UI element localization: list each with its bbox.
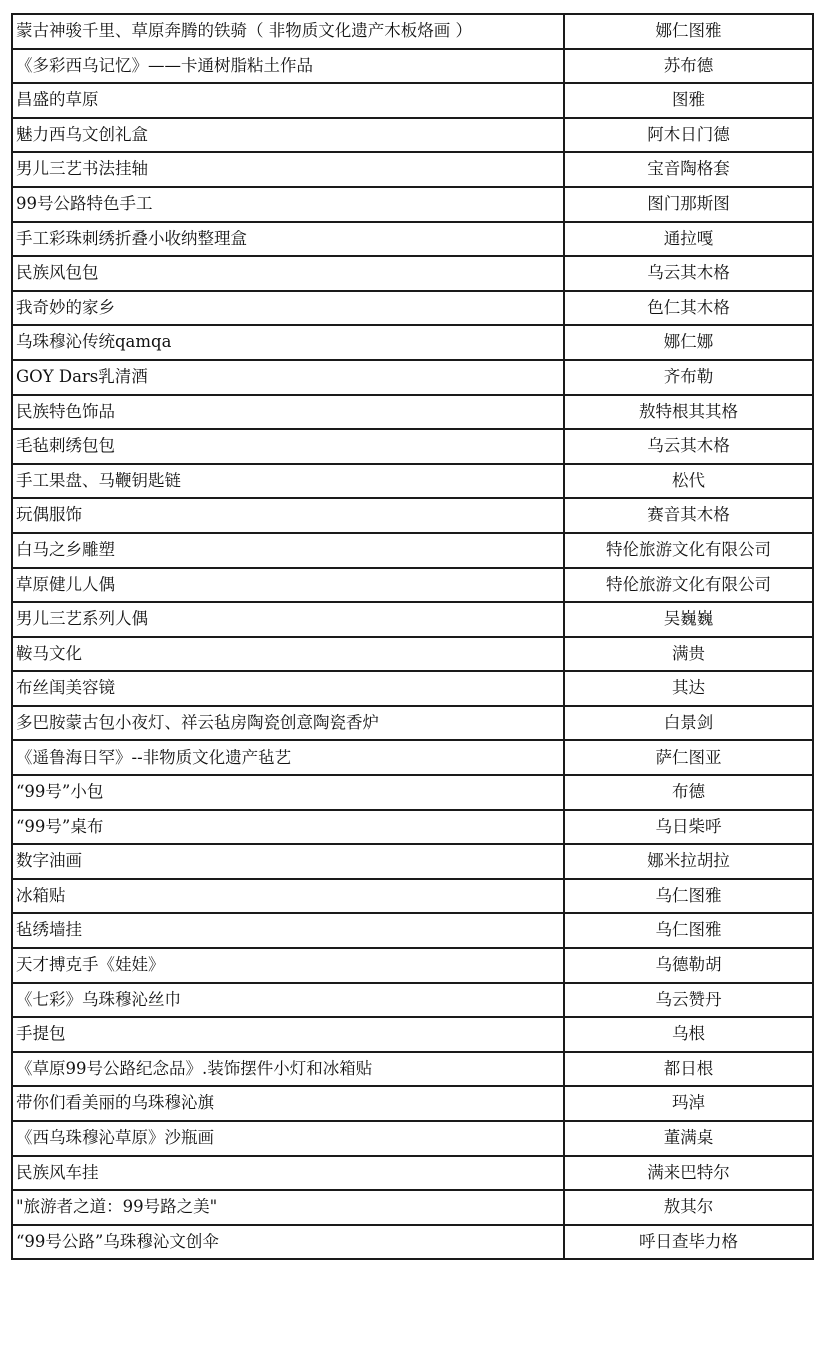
work-title-cell: 数字油画 bbox=[12, 844, 564, 879]
table-row bbox=[12, 222, 813, 257]
author-cell: 董满桌 bbox=[564, 1121, 813, 1156]
author-cell: 乌仁图雅 bbox=[564, 913, 813, 948]
author-cell: 图雅 bbox=[564, 83, 813, 118]
work-title-cell: “99号公路”乌珠穆沁文创伞 bbox=[12, 1225, 564, 1260]
author-cell: 满来巴特尔 bbox=[564, 1156, 813, 1191]
author-cell: 呼日查毕力格 bbox=[564, 1225, 813, 1260]
author-cell: 敖特根其其格 bbox=[564, 395, 813, 430]
table-row bbox=[12, 291, 813, 326]
work-title-cell: 《草原99号公路纪念品》.装饰摆件小灯和冰箱贴 bbox=[12, 1052, 564, 1087]
work-title-cell: 《七彩》乌珠穆沁丝巾 bbox=[12, 983, 564, 1018]
work-title-cell: 手工果盘、马鞭钥匙链 bbox=[12, 464, 564, 499]
work-title-cell: 手工彩珠刺绣折叠小收纳整理盒 bbox=[12, 222, 564, 257]
work-title-cell: 手提包 bbox=[12, 1017, 564, 1052]
author-cell: 娜米拉胡拉 bbox=[564, 844, 813, 879]
work-title-cell: 民族特色饰品 bbox=[12, 395, 564, 430]
author-cell: 乌云其木格 bbox=[564, 256, 813, 291]
work-title-cell: 昌盛的草原 bbox=[12, 83, 564, 118]
table-row bbox=[12, 671, 813, 706]
work-title-cell: 鞍马文化 bbox=[12, 637, 564, 672]
table-row bbox=[12, 568, 813, 603]
author-cell: 娜仁娜 bbox=[564, 325, 813, 360]
author-cell: 阿木日门德 bbox=[564, 118, 813, 153]
table-row bbox=[12, 740, 813, 775]
work-title-cell: 多巴胺蒙古包小夜灯、祥云毡房陶瓷创意陶瓷香炉 bbox=[12, 706, 564, 741]
table-row bbox=[12, 913, 813, 948]
work-title-cell: 毡绣墙挂 bbox=[12, 913, 564, 948]
author-cell: 乌云赞丹 bbox=[564, 983, 813, 1018]
author-cell: 白景剑 bbox=[564, 706, 813, 741]
table-row bbox=[12, 810, 813, 845]
author-cell: 其达 bbox=[564, 671, 813, 706]
table-row bbox=[12, 83, 813, 118]
table-row bbox=[12, 1086, 813, 1121]
work-title-cell: 草原健儿人偶 bbox=[12, 568, 564, 603]
work-title-cell: 民族风车挂 bbox=[12, 1156, 564, 1191]
table-row bbox=[12, 602, 813, 637]
author-cell: 乌日柴呼 bbox=[564, 810, 813, 845]
work-title-cell: 乌珠穆沁传统qamqa bbox=[12, 325, 564, 360]
author-cell: 娜仁图雅 bbox=[564, 14, 813, 49]
work-title-cell: 布丝闺美容镜 bbox=[12, 671, 564, 706]
work-title-cell: 《西乌珠穆沁草原》沙瓶画 bbox=[12, 1121, 564, 1156]
author-cell: 满贵 bbox=[564, 637, 813, 672]
author-cell: 乌云其木格 bbox=[564, 429, 813, 464]
work-title-cell: 毛毡刺绣包包 bbox=[12, 429, 564, 464]
table-row bbox=[12, 1225, 813, 1260]
table-row bbox=[12, 395, 813, 430]
table-row bbox=[12, 637, 813, 672]
work-title-cell: 民族风包包 bbox=[12, 256, 564, 291]
table-row bbox=[12, 498, 813, 533]
table-row bbox=[12, 1052, 813, 1087]
table-row bbox=[12, 325, 813, 360]
work-title-cell: 99号公路特色手工 bbox=[12, 187, 564, 222]
table-row bbox=[12, 1156, 813, 1191]
author-cell: 乌德勒胡 bbox=[564, 948, 813, 983]
author-cell: 特伦旅游文化有限公司 bbox=[564, 568, 813, 603]
work-title-cell: 带你们看美丽的乌珠穆沁旗 bbox=[12, 1086, 564, 1121]
author-cell: 色仁其木格 bbox=[564, 291, 813, 326]
author-cell: 布德 bbox=[564, 775, 813, 810]
author-cell: 图门那斯图 bbox=[564, 187, 813, 222]
author-cell: 齐布勒 bbox=[564, 360, 813, 395]
author-cell: 吴巍巍 bbox=[564, 602, 813, 637]
work-title-cell: 冰箱贴 bbox=[12, 879, 564, 914]
table-row bbox=[12, 429, 813, 464]
table-row bbox=[12, 1190, 813, 1225]
table-row bbox=[12, 256, 813, 291]
work-title-cell: 魅力西乌文创礼盒 bbox=[12, 118, 564, 153]
table-row bbox=[12, 844, 813, 879]
table-row bbox=[12, 152, 813, 187]
work-title-cell: GOY Dars乳清酒 bbox=[12, 360, 564, 395]
author-cell: 苏布德 bbox=[564, 49, 813, 84]
table-row bbox=[12, 1121, 813, 1156]
work-title-cell: "旅游者之道：99号路之美" bbox=[12, 1190, 564, 1225]
work-title-cell: 男儿三艺系列人偶 bbox=[12, 602, 564, 637]
work-title-cell: 蒙古神骏千里、草原奔腾的铁骑（ 非物质文化遗产木板烙画 ） bbox=[12, 14, 564, 49]
author-cell: 通拉嘎 bbox=[564, 222, 813, 257]
work-title-cell: 白马之乡雕塑 bbox=[12, 533, 564, 568]
author-cell: 敖其尔 bbox=[564, 1190, 813, 1225]
work-title-cell: 男儿三艺书法挂轴 bbox=[12, 152, 564, 187]
author-cell: 都日根 bbox=[564, 1052, 813, 1087]
table-row bbox=[12, 706, 813, 741]
work-title-cell: 《多彩西乌记忆》——卡通树脂粘土作品 bbox=[12, 49, 564, 84]
table-row bbox=[12, 983, 813, 1018]
author-cell: 乌仁图雅 bbox=[564, 879, 813, 914]
works-table-body bbox=[12, 14, 813, 1259]
work-title-cell: 玩偶服饰 bbox=[12, 498, 564, 533]
author-cell: 赛音其木格 bbox=[564, 498, 813, 533]
author-cell: 宝音陶格套 bbox=[564, 152, 813, 187]
table-row bbox=[12, 187, 813, 222]
author-cell: 乌根 bbox=[564, 1017, 813, 1052]
table-row bbox=[12, 464, 813, 499]
table-row bbox=[12, 360, 813, 395]
author-cell: 玛淖 bbox=[564, 1086, 813, 1121]
work-title-cell: 《遥鲁海日罕》--非物质文化遗产毡艺 bbox=[12, 740, 564, 775]
works-table bbox=[11, 13, 814, 1260]
table-row bbox=[12, 49, 813, 84]
table-row bbox=[12, 948, 813, 983]
author-cell: 萨仁图亚 bbox=[564, 740, 813, 775]
author-cell: 特伦旅游文化有限公司 bbox=[564, 533, 813, 568]
work-title-cell: 天才搏克手《娃娃》 bbox=[12, 948, 564, 983]
table-row bbox=[12, 14, 813, 49]
work-title-cell: 我奇妙的家乡 bbox=[12, 291, 564, 326]
works-table-container bbox=[11, 13, 812, 1260]
work-title-cell: “99号”桌布 bbox=[12, 810, 564, 845]
table-row bbox=[12, 118, 813, 153]
table-row bbox=[12, 533, 813, 568]
author-cell: 松代 bbox=[564, 464, 813, 499]
table-row bbox=[12, 775, 813, 810]
table-row bbox=[12, 879, 813, 914]
table-row bbox=[12, 1017, 813, 1052]
work-title-cell: “99号”小包 bbox=[12, 775, 564, 810]
